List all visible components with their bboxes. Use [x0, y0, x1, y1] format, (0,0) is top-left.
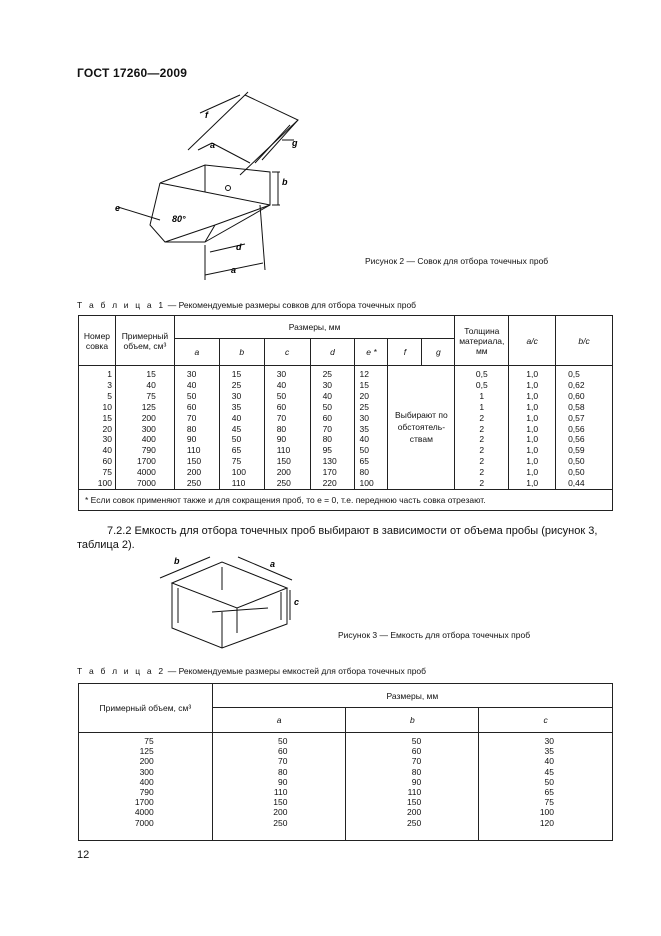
table-1-cell-b-7: 65: [231, 445, 242, 456]
table-2-subheader-a: a: [212, 708, 346, 733]
table-1-title-prefix: Т а б л и ц а 1: [77, 300, 166, 310]
table-2-cell-v-1: 125: [139, 746, 154, 757]
table-1-cell-d-5: 70: [322, 423, 333, 434]
table-1-col-ac: [509, 366, 556, 490]
table-1-cell-v-3: 125: [141, 401, 156, 412]
table-2-col-c: [479, 733, 613, 841]
table-1-cell-n-5: 20: [102, 423, 112, 434]
table-1-col-c: [264, 366, 310, 490]
figure-2-label-f: f: [205, 110, 208, 120]
table-1-cell-v-2: 75: [146, 390, 156, 401]
figure-2-label-angle: 80°: [172, 214, 186, 224]
table-2-cell-b-8: 250: [407, 817, 422, 828]
figure-2-label-b: b: [282, 177, 288, 187]
table-1-cell-b-9: 100: [231, 467, 246, 478]
table-2-cell-a-8: 250: [273, 817, 288, 828]
table-1-cell-t-7: 2: [479, 445, 485, 456]
table-1-cell-d-10: 220: [322, 478, 337, 489]
table-2-cell-b-1: 60: [411, 746, 422, 757]
table-1-cell-bc-5: 0,56: [568, 423, 585, 434]
figure-2-label-g: g: [292, 138, 298, 148]
table-2-cell-v-8: 7000: [134, 817, 154, 828]
table-2-cell-a-3: 80: [278, 766, 288, 777]
table-1-cell-ac-9: 1,0: [526, 467, 539, 478]
table-1-col-a: [174, 366, 219, 490]
table-2-cell-c-4: 50: [544, 776, 554, 787]
table-2-cell-b-0: 50: [411, 736, 422, 746]
table-1-cell-d-2: 40: [322, 390, 333, 401]
table-1-cell-a-1: 40: [186, 379, 197, 390]
table-2-cell-b-4: 90: [411, 776, 422, 787]
table-1-cell-d-6: 80: [322, 434, 333, 445]
table-2-cell-a-6: 150: [273, 797, 288, 808]
table-2-cell-c-6: 75: [544, 797, 554, 808]
table-1-cell-a-9: 200: [186, 467, 202, 478]
table-1-cell-t-8: 2: [479, 456, 485, 467]
table-2-cell-v-7: 4000: [134, 807, 154, 818]
table-2-cell-b-5: 110: [407, 787, 422, 798]
table-1-cell-e-0: 12: [359, 369, 369, 379]
table-1-cell-b-8: 75: [231, 456, 242, 467]
table-2-col-volume: [79, 733, 213, 841]
table-1-cell-ac-4: 1,0: [526, 412, 539, 423]
table-1-cell-n-9: 75: [102, 467, 112, 478]
table-1-cell-t-9: 2: [479, 467, 485, 478]
figure-2-label-d: d: [236, 242, 242, 252]
table-1-cell-d-8: 130: [322, 456, 337, 467]
table-2-col-a: [212, 733, 346, 841]
figure-2-label-a2: a: [231, 265, 237, 275]
table-2-cell-v-0: 75: [144, 736, 154, 746]
table-1-cell-t-4: 2: [479, 412, 485, 423]
table-1-cell-b-10: 110: [231, 478, 246, 489]
table-2-cell-a-2: 70: [278, 756, 288, 767]
table-1-col-thickness: [455, 366, 509, 490]
table-1-cell-c-6: 90: [276, 434, 287, 445]
table-2-cell-b-6: 150: [407, 797, 422, 808]
table-1-cell-n-3: 10: [102, 401, 112, 412]
table-1: [78, 315, 613, 511]
table-1-cell-c-4: 70: [276, 412, 287, 423]
table-1-subheader-d: d: [310, 339, 355, 366]
table-1-subheader-e: e *: [355, 339, 388, 366]
table-1-cell-v-0: 15: [146, 369, 156, 379]
table-1-cell-t-6: 2: [479, 434, 485, 445]
table-1-cell-n-1: 3: [107, 379, 112, 390]
table-1-cell-v-4: 200: [141, 412, 156, 423]
table-1-cell-d-0: 25: [322, 369, 333, 379]
table-2-cell-v-3: 300: [139, 766, 154, 777]
table-1-col-d: [310, 366, 355, 490]
table-1-cell-ac-0: 1,0: [526, 369, 539, 379]
table-1-cell-a-8: 150: [186, 456, 202, 467]
table-1-cell-b-6: 50: [231, 434, 242, 445]
figure-3-label-a: a: [270, 559, 276, 569]
table-2-cell-c-8: 120: [539, 817, 554, 828]
table-1-subheader-c: c: [264, 339, 310, 366]
table-1-cell-a-5: 80: [186, 423, 197, 434]
table-1-cell-ac-7: 1,0: [526, 445, 539, 456]
table-2-cell-v-5: 790: [139, 787, 154, 798]
table-1-cell-t-3: 1: [479, 401, 485, 412]
table-1-cell-b-1: 25: [231, 379, 242, 390]
table-1-cell-e-4: 30: [359, 412, 369, 423]
table-2-cell-c-5: 65: [544, 787, 554, 798]
table-2-cell-b-3: 80: [411, 766, 422, 777]
table-1-cell-e-7: 50: [359, 445, 369, 456]
table-1-cell-ac-2: 1,0: [526, 390, 539, 401]
table-1-cell-c-10: 250: [276, 478, 291, 489]
table-1-title-rest: — Рекомендуемые размеры совков для отбора точечных проб: [165, 300, 417, 310]
table-1-cell-n-8: 60: [102, 456, 112, 467]
table-1-cell-n-7: 40: [102, 445, 112, 456]
table-1-cell-bc-9: 0,50: [568, 467, 585, 478]
table-2-cell-c-3: 45: [544, 766, 554, 777]
table-1-cell-c-7: 110: [276, 445, 291, 456]
table-2-title-rest: — Рекомендуемые размеры емкостей для отбора точечных проб: [165, 666, 427, 676]
table-1-cell-b-3: 35: [231, 401, 242, 412]
table-1-cell-a-3: 60: [186, 401, 197, 412]
table-2-subheader-c: c: [479, 708, 613, 733]
table-2-header-volume: Примерный объем, см³: [79, 684, 213, 733]
table-2-cell-c-7: 100: [539, 807, 554, 818]
page-number: 12: [77, 849, 90, 861]
table-1-title: [77, 300, 416, 310]
table-2-cell-c-1: 35: [544, 746, 554, 757]
table-1-cell-c-3: 60: [276, 401, 287, 412]
table-1-subheader-b: b: [219, 339, 264, 366]
table-1-cell-n-2: 5: [107, 390, 112, 401]
table-1-cell-t-2: 1: [479, 390, 485, 401]
paragraph-7-2-2: 7.2.2 Емкость для отбора точечных проб выбирают в зависимости от объема пробы (рисунок 3, таблица 2).: [77, 525, 598, 551]
table-1-footnote: * Если совок применяют также и для сокращения проб, то e = 0, т.е. переднюю часть совка отрезают.: [79, 489, 613, 510]
table-1-cell-v-6: 400: [141, 434, 156, 445]
table-1-header-ac: a/c: [509, 316, 556, 366]
table-1-cell-a-4: 70: [186, 412, 197, 423]
table-1-cell-b-0: 15: [231, 369, 242, 379]
table-1-cell-c-8: 150: [276, 456, 291, 467]
table-1-cell-ac-6: 1,0: [526, 434, 539, 445]
table-1-cell-bc-7: 0,59: [568, 445, 585, 456]
table-2-subheader-b: b: [346, 708, 479, 733]
table-1-subheader-f: f: [388, 339, 422, 366]
table-1-cell-a-0: 30: [186, 369, 197, 379]
table-1-subheader-g: g: [422, 339, 455, 366]
table-1-cell-b-2: 30: [231, 390, 242, 401]
table-1-cell-v-10: 7000: [136, 478, 156, 489]
table-1-header-sizes: Размеры, мм: [174, 316, 454, 339]
table-1-header-thickness: Толщина материала, мм: [455, 316, 509, 366]
table-2-cell-b-2: 70: [411, 756, 422, 767]
table-1-cell-e-9: 80: [359, 467, 369, 478]
table-2-cell-b-7: 200: [407, 807, 422, 818]
figure-3-label-c: c: [294, 597, 300, 607]
table-1-cell-ac-10: 1,0: [526, 478, 539, 489]
table-1-header-number: Номер совка: [79, 316, 116, 366]
table-1-cell-ac-3: 1,0: [526, 401, 539, 412]
table-2-cell-a-5: 110: [273, 787, 288, 798]
table-2-col-b: [346, 733, 479, 841]
table-1-cell-c-0: 30: [276, 369, 287, 379]
table-2: [78, 683, 613, 841]
table-1-cell-e-8: 65: [359, 456, 369, 467]
table-1-cell-n-4: 15: [102, 412, 112, 423]
table-1-cell-d-9: 170: [322, 467, 337, 478]
table-1-cell-v-5: 300: [141, 423, 156, 434]
table-1-col-b: [219, 366, 264, 490]
table-2-cell-v-4: 400: [139, 776, 154, 787]
table-1-cell-a-6: 90: [186, 434, 197, 445]
table-1-cell-bc-3: 0,58: [568, 401, 585, 412]
table-1-cell-n-10: 100: [97, 478, 112, 489]
table-2-cell-a-1: 60: [278, 746, 288, 757]
table-1-fg-note: Выбирают по обстоятель-ствам: [388, 366, 455, 490]
table-1-cell-t-10: 2: [479, 478, 485, 489]
table-1-cell-c-2: 50: [276, 390, 287, 401]
table-1-cell-bc-2: 0,60: [568, 390, 585, 401]
table-1-cell-v-9: 4000: [136, 467, 156, 478]
table-1-cell-bc-8: 0,50: [568, 456, 585, 467]
table-1-cell-c-1: 40: [276, 379, 287, 390]
table-2-cell-v-6: 1700: [134, 797, 154, 808]
table-1-cell-v-1: 40: [146, 379, 156, 390]
table-1-cell-a-7: 110: [186, 445, 201, 456]
table-1-cell-e-3: 25: [359, 401, 369, 412]
table-1-header-volume: Примерный объем, см³: [115, 316, 174, 366]
table-1-cell-bc-10: 0,44: [568, 478, 585, 489]
table-1-cell-t-5: 2: [479, 423, 485, 434]
table-1-cell-b-4: 40: [231, 412, 242, 423]
table-1-cell-n-6: 30: [102, 434, 112, 445]
table-1-cell-t-1: 0,5: [475, 379, 488, 390]
table-2-cell-a-4: 90: [278, 776, 288, 787]
table-1-cell-bc-0: 0,5: [568, 369, 580, 379]
table-1-subheader-a: a: [174, 339, 219, 366]
table-1-cell-a-2: 50: [186, 390, 197, 401]
table-1-cell-n-0: 1: [107, 369, 112, 379]
figure-3-label-b: b: [174, 556, 180, 566]
table-1-cell-bc-4: 0,57: [568, 412, 585, 423]
table-1-cell-v-8: 1700: [136, 456, 156, 467]
figure-2-label-e: e: [115, 203, 121, 213]
table-1-cell-v-7: 790: [141, 445, 156, 456]
figure-2-scoop-drawing: [0, 0, 661, 300]
table-1-cell-bc-6: 0,56: [568, 434, 585, 445]
table-2-cell-a-7: 200: [273, 807, 288, 818]
table-1-header-bc: b/c: [556, 316, 613, 366]
table-1-cell-c-9: 200: [276, 467, 291, 478]
document-header: ГОСТ 17260—2009: [77, 66, 188, 80]
table-1-cell-b-5: 45: [231, 423, 242, 434]
table-1-cell-e-2: 20: [359, 390, 369, 401]
figure-2-caption: Рисунок 2 — Совок для отбора точечных проб: [365, 256, 549, 266]
table-1-col-volume: [115, 366, 174, 490]
table-2-title-prefix: Т а б л и ц а 2: [77, 666, 166, 676]
table-2-cell-c-0: 30: [544, 736, 554, 746]
table-1-cell-ac-8: 1,0: [526, 456, 539, 467]
table-1-cell-a-10: 250: [186, 478, 202, 489]
table-1-cell-e-10: 100: [359, 478, 374, 489]
table-1-cell-e-1: 15: [359, 379, 369, 390]
table-1-cell-bc-1: 0,62: [568, 379, 585, 390]
table-1-cell-d-7: 95: [322, 445, 333, 456]
table-1-col-e: [355, 366, 388, 490]
table-2-header-sizes: Размеры, мм: [212, 684, 612, 708]
table-1-col-bc: [556, 366, 613, 490]
table-2-cell-c-2: 40: [544, 756, 554, 767]
table-1-cell-ac-5: 1,0: [526, 423, 539, 434]
table-1-cell-c-5: 80: [276, 423, 287, 434]
table-2-cell-v-2: 200: [139, 756, 154, 767]
figure-3-caption: Рисунок 3 — Емкость для отбора точечных проб: [338, 630, 531, 640]
table-1-cell-e-6: 40: [359, 434, 369, 445]
table-1-cell-d-3: 50: [322, 401, 333, 412]
table-1-cell-e-5: 35: [359, 423, 369, 434]
table-1-cell-t-0: 0,5: [475, 369, 488, 379]
table-1-cell-d-1: 30: [322, 379, 333, 390]
table-1-col-number: [79, 366, 116, 490]
table-2-cell-a-0: 50: [278, 736, 288, 746]
table-1-cell-d-4: 60: [322, 412, 333, 423]
figure-2-label-a: a: [210, 140, 216, 150]
table-1-cell-ac-1: 1,0: [526, 379, 539, 390]
table-2-title: [77, 666, 426, 676]
